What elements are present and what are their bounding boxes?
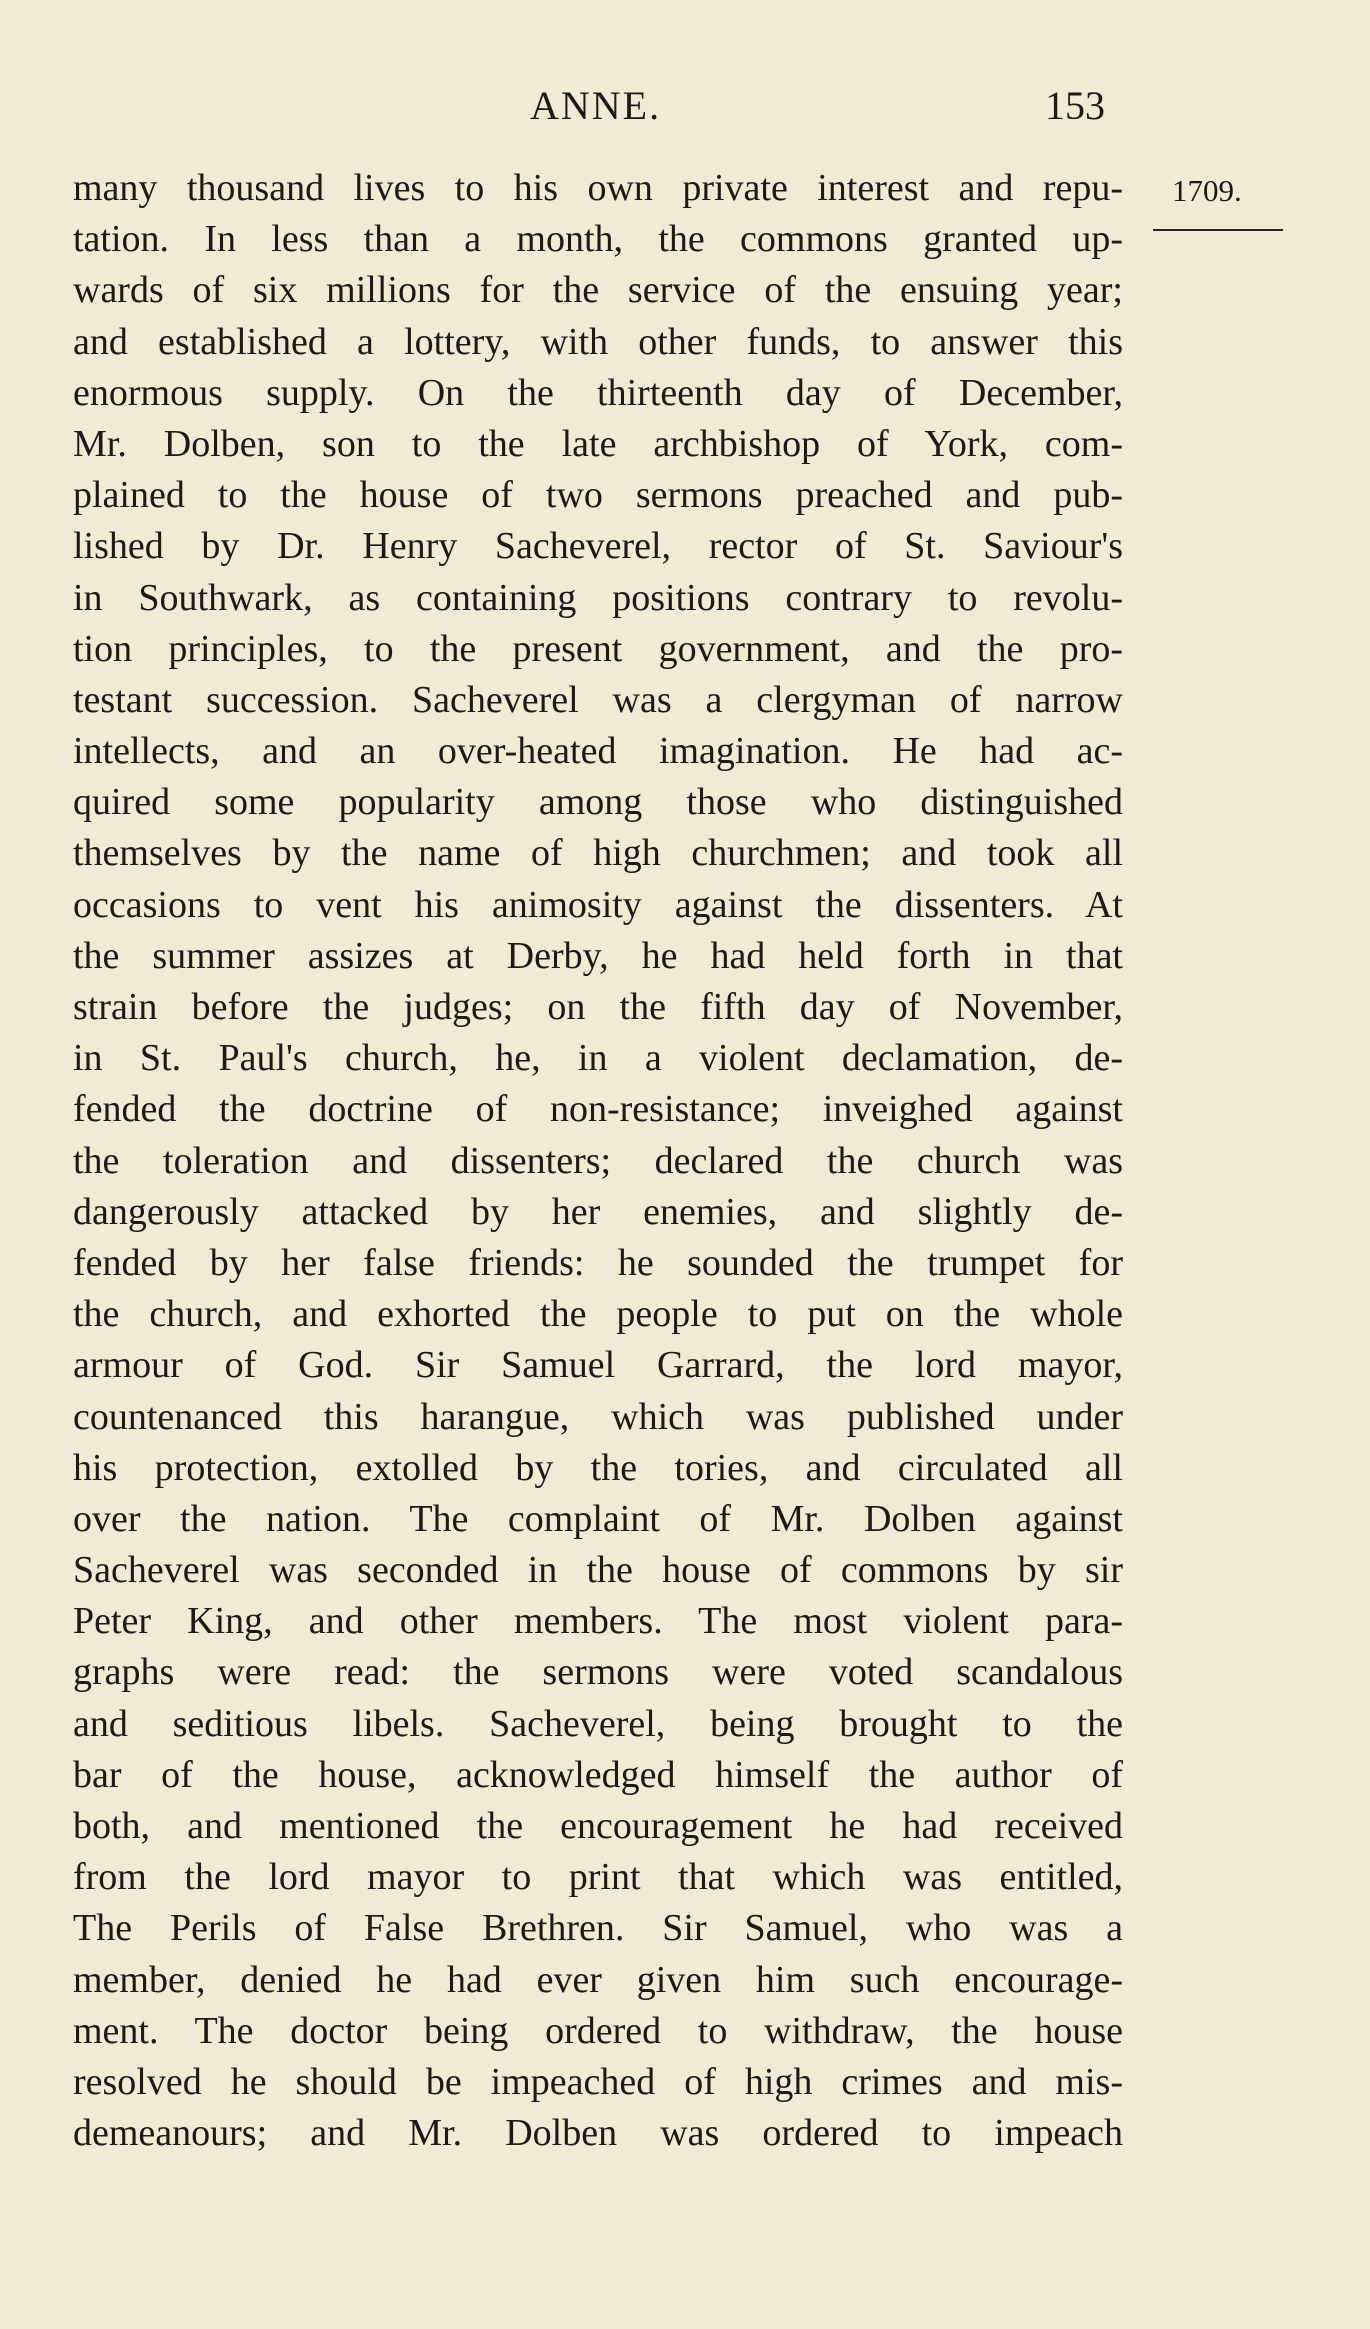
text-line: graphs were read: the sermons were voted scandalous <box>73 1651 1123 1694</box>
text-line: many thousand lives to his own private interest and repu- <box>73 167 1123 209</box>
margin-year-note: 1709. <box>1172 173 1242 208</box>
text-line: ment. The doctor being ordered to withdraw, the house <box>73 2009 1123 2052</box>
text-line: occasions to vent his animosity against the dissenters. At <box>73 883 1123 926</box>
text-line: fended the doctrine of non-resistance; inveighed against <box>73 1088 1123 1131</box>
text-line: over the nation. The complaint of Mr. Dolben against <box>73 1497 1123 1540</box>
text-line: wards of six millions for the service of the ensuing year; <box>73 269 1123 312</box>
text-line: The Perils of False Brethren. Sir Samuel, who was a <box>73 1907 1123 1950</box>
text-line: and established a lottery, with other funds, to answer this <box>73 320 1123 363</box>
text-line: Peter King, and other members. The most violent para- <box>73 1600 1123 1643</box>
text-line: quired some popularity among those who distinguished <box>73 781 1123 824</box>
body-text <box>73 163 1123 2159</box>
text-line: tation. In less than a month, the commons granted up- <box>73 218 1123 261</box>
text-line: lished by Dr. Henry Sacheverel, rector of St. Saviour's <box>73 525 1123 568</box>
page-number: 153 <box>1045 83 1105 128</box>
text-line: his protection, extolled by the tories, and circulated all <box>73 1446 1123 1489</box>
text-line: armour of God. Sir Samuel Garrard, the lord mayor, <box>73 1344 1123 1387</box>
text-line: testant succession. Sacheverel was a clergyman of narrow <box>73 678 1123 721</box>
text-line: demeanours; and Mr. Dolben was ordered to impeach <box>73 2112 1123 2155</box>
text-line: fended by her false friends: he sounded the trumpet for <box>73 1241 1123 1284</box>
text-line: the summer assizes at Derby, he had held forth in that <box>73 934 1123 977</box>
margin-rule <box>1153 229 1283 231</box>
text-line: strain before the judges; on the fifth day of November, <box>73 986 1123 1028</box>
text-line: resolved he should be impeached of high crimes and mis- <box>73 2060 1123 2103</box>
text-line: enormous supply. On the thirteenth day of December, <box>73 371 1123 414</box>
running-title: ANNE. <box>530 83 662 128</box>
text-line: the toleration and dissenters; declared the church was <box>73 1139 1123 1182</box>
text-line: and seditious libels. Sacheverel, being brought to the <box>73 1702 1123 1745</box>
text-line: member, denied he had ever given him such encourage- <box>73 1958 1123 2001</box>
text-line: both, and mentioned the encouragement he had received <box>73 1805 1123 1847</box>
text-line: plained to the house of two sermons preached and pub- <box>73 474 1123 517</box>
text-line: Sacheverel was seconded in the house of commons by sir <box>73 1549 1123 1592</box>
text-line: the church, and exhorted the people to put on the whole <box>73 1293 1123 1336</box>
text-line: countenanced this harangue, which was published under <box>73 1395 1123 1438</box>
text-line: in St. Paul's church, he, in a violent declamation, de- <box>73 1037 1123 1080</box>
text-line: dangerously attacked by her enemies, and slightly de- <box>73 1190 1123 1233</box>
text-line: tion principles, to the present government, and the pro- <box>73 627 1123 670</box>
text-line: from the lord mayor to print that which was entitled, <box>73 1856 1123 1899</box>
text-line: Mr. Dolben, son to the late archbishop of York, com- <box>73 422 1123 465</box>
text-line: intellects, and an over-heated imagination. He had ac- <box>73 730 1123 773</box>
text-line: bar of the house, acknowledged himself the author of <box>73 1753 1123 1796</box>
text-line: in Southwark, as containing positions contrary to revolu- <box>73 576 1123 619</box>
text-line: themselves by the name of high churchmen; and took all <box>73 832 1123 875</box>
